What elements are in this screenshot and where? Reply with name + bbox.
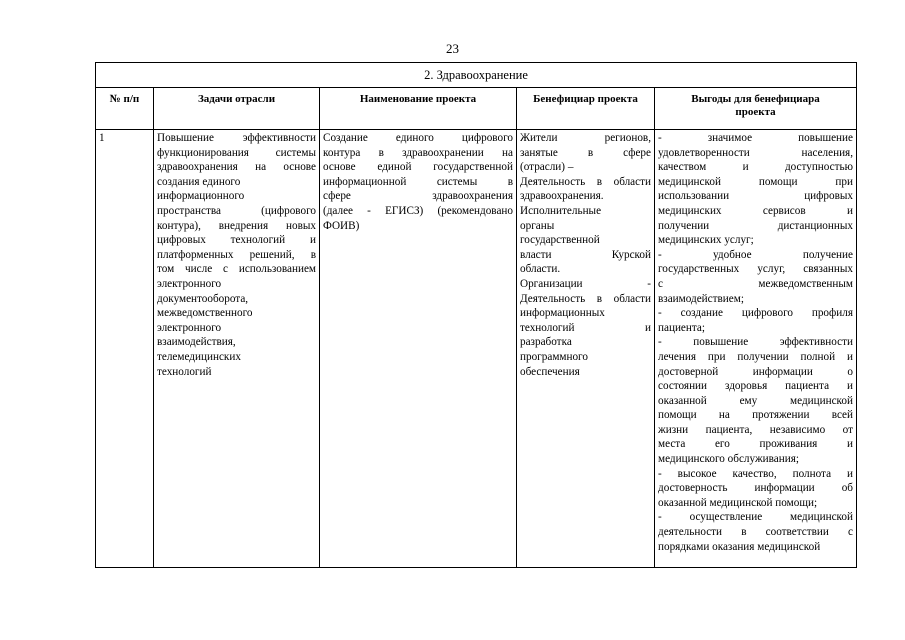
benefits-line: удовлетворенности населения,: [658, 146, 853, 159]
project-line: контура в здравоохранении на: [323, 146, 513, 159]
benefits-line: оказанной ему медицинской: [658, 394, 853, 407]
beneficiary-cell: [517, 131, 654, 379]
project-line: Создание единого цифрового: [323, 132, 513, 144]
tasks-line: создания единого: [157, 175, 241, 188]
benefits-line: - осуществление медицинской: [658, 511, 853, 524]
beneficiary-line: технологий и: [520, 321, 651, 334]
benefits-line: достоверной информации о: [658, 365, 853, 378]
header-num: № п/п: [96, 88, 153, 130]
benefits-line: - повышение эффективности: [658, 336, 853, 349]
beneficiary-line: Жители регионов,: [520, 132, 651, 144]
tasks-line: электронного: [157, 277, 222, 290]
benefits-line: места его проживания и: [658, 438, 853, 451]
project-line: ФОИВ): [323, 219, 360, 232]
benefits-line: лечения при получении полной и: [658, 350, 853, 363]
tasks-line: технологий: [157, 365, 212, 378]
benefits-line: достоверность информации об: [658, 482, 853, 495]
beneficiary-line: программного: [520, 350, 588, 363]
tasks-line: платформенных решений, в: [157, 248, 316, 261]
beneficiary-line: области.: [520, 263, 561, 276]
row-number: 1: [99, 132, 105, 144]
benefits-line: медицинской помощи при: [658, 175, 853, 188]
tasks-line: взаимодействия,: [157, 336, 236, 349]
project-line: сфере здравоохранения: [323, 190, 513, 203]
benefits-line: медицинских сервисов и: [658, 204, 853, 217]
benefits-line: медицинского обслуживания;: [658, 453, 799, 466]
header-project: Наименование проекта: [320, 88, 516, 130]
beneficiary-line: разработка: [520, 336, 572, 349]
tasks-line: информационного: [157, 190, 245, 203]
row-number-cell: [96, 131, 153, 146]
benefits-line: порядками оказания медицинской: [658, 540, 821, 553]
benefits-line: оказанной медицинской помощи;: [658, 496, 818, 509]
beneficiary-line: Деятельность в области: [520, 175, 651, 188]
benefits-line: взаимодействием;: [658, 292, 744, 305]
header-benefits-line: Выгоды для бенефициара: [691, 93, 820, 105]
project-line: (далее - ЕГИСЗ) (рекомендовано: [323, 204, 513, 217]
tasks-line: здравоохранения на основе: [157, 161, 316, 174]
beneficiary-line: Организации -: [520, 277, 651, 290]
tasks-line: телемедицинских: [157, 350, 241, 363]
beneficiary-line: Деятельность в области: [520, 292, 651, 305]
tasks-line: межведомственного: [157, 307, 253, 320]
beneficiary-line: власти Курской: [520, 248, 651, 261]
beneficiary-line: (отрасли) –: [520, 161, 574, 174]
header-benefits: [655, 88, 856, 130]
tasks-line: документооборота,: [157, 292, 249, 305]
benefits-line: - значимое повышение: [658, 132, 853, 144]
benefits-line: с межведомственным: [658, 277, 853, 290]
benefits-line: деятельности в соответствии с: [658, 526, 853, 539]
project-line: информационной системы в: [323, 175, 513, 188]
benefits-line: - высокое качество, полнота и: [658, 467, 853, 480]
beneficiary-line: здравоохранения.: [520, 190, 604, 203]
tasks-line: контура), внедрения новых: [157, 219, 316, 232]
benefits-line: помощи на протяжении всей: [658, 409, 853, 422]
tasks-line: цифровых технологий и: [157, 234, 316, 247]
benefits-line: - создание цифрового профиля: [658, 307, 853, 320]
tasks-line: Повышение эффективности: [157, 132, 316, 144]
benefits-line: использовании цифровых: [658, 190, 853, 203]
benefits-cell: [655, 131, 856, 554]
section-title: 2. Здравоохранение: [96, 63, 856, 88]
tasks-line: пространства (цифрового: [157, 204, 316, 217]
tasks-line: функционирования системы: [157, 146, 316, 159]
project-line: основе единой государственной: [323, 161, 513, 174]
benefits-line: получении дистанционных: [658, 219, 853, 232]
page-number: 23: [446, 41, 459, 56]
header-benefits-line: проекта: [735, 106, 776, 118]
benefits-line: жизни пациента, независимо от: [658, 423, 853, 436]
header-tasks: Задачи отрасли: [154, 88, 319, 130]
project-cell: [320, 131, 516, 233]
tasks-line: электронного: [157, 321, 222, 334]
beneficiary-line: Исполнительные: [520, 204, 602, 217]
benefits-line: пациента;: [658, 321, 705, 334]
header-beneficiary: Бенефициар проекта: [517, 88, 654, 130]
benefits-line: качеством и доступностью: [658, 161, 853, 174]
beneficiary-line: обеспечения: [520, 365, 580, 378]
tasks-cell: [154, 131, 319, 379]
benefits-line: состоянии здоровья пациента и: [658, 380, 853, 393]
tasks-line: том числе с использованием: [157, 263, 316, 276]
benefits-line: - удобное получение: [658, 248, 853, 261]
beneficiary-line: информационных: [520, 307, 605, 320]
beneficiary-line: органы: [520, 219, 555, 232]
projects-table: [95, 62, 857, 568]
beneficiary-line: занятые в сфере: [520, 146, 651, 159]
benefits-line: государственных услуг, связанных: [658, 263, 853, 276]
benefits-line: медицинских услуг;: [658, 234, 754, 247]
beneficiary-line: государственной: [520, 234, 600, 247]
